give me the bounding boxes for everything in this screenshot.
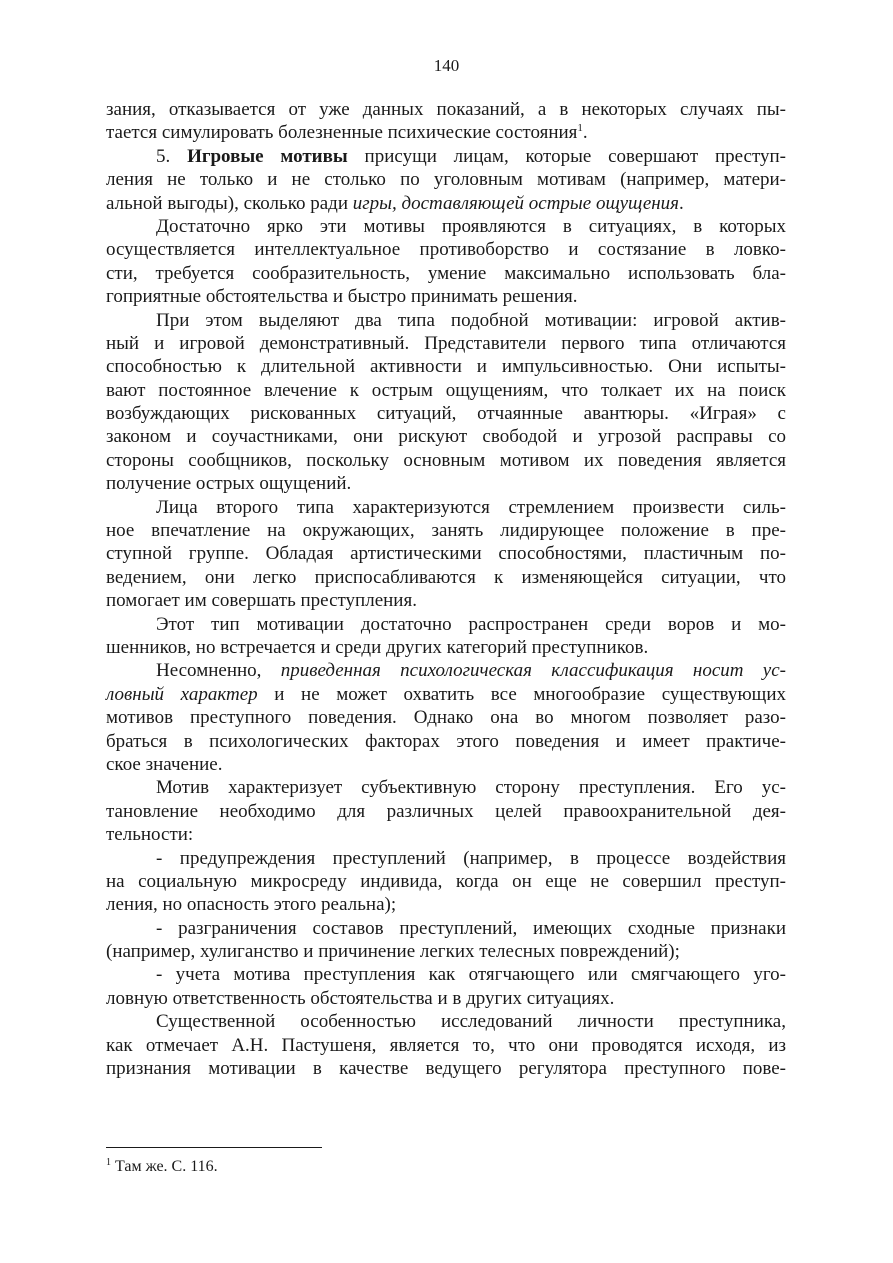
text-line: осуществляется интеллектуальное противоборство и состязание в ловко- [106,239,786,261]
footnote-reference: 1 [577,122,583,135]
body-text [106,98,786,1080]
text-line [106,145,786,168]
text-fragment: присущи лицам, которые совершают преступ- [347,145,786,167]
list-item-line: - разграничения составов преступлений, имеющих сходные признаки [156,917,786,939]
list-item-line: - предупреждения преступлений (например, в процессе воздействия [156,847,786,869]
italic-phrase: ловный характер [106,683,258,705]
text-line: браться в психологических факторах этого поведения и имеет практиче- [106,730,786,752]
text-line: (например, хулиганство и причинение легких телесных повреждений); [106,941,680,963]
text-line: ское значение. [106,753,223,775]
text-line: шенников, но встречается и среди других категорий преступников. [106,636,649,658]
italic-phrase: приведенная психологическая классификация носит ус- [280,660,786,682]
text-line: законом и соучастниками, они рискуют свободой и угрозой расправы со [106,426,786,448]
footnote-divider [106,1147,322,1148]
text-line: Лица второго типа характеризуются стремлением произвести силь- [156,496,786,518]
text-line: сти, требуется сообразительность, умение максимально использовать бла- [106,262,786,284]
italic-phrase: игры, доставляющей острые ощущения [352,192,680,214]
text-line: гоприятные обстоятельства и быстро принимать решения. [106,286,578,308]
text-line: При этом выделяют два типа подобной мотивации: игровой актив- [156,309,786,331]
text-line: зания, отказывается от уже данных показаний, а в некоторых случаях пы- [106,99,786,120]
text-line [106,121,786,144]
text-fragment: тается симулировать болезненные психические состояния [106,122,578,144]
bold-term: Игровые мотивы [187,145,348,167]
footnote-text: Там же. С. 116. [111,1158,218,1175]
text-fragment: 5. [156,145,188,167]
text-line: ления не только и не столько по уголовным мотивам (например, матери- [106,169,786,191]
text-line: ный и игровой демонстративный. Представители первого типа отличаются [106,332,786,354]
text-line [106,683,786,706]
text-line: ное впечатление на окружающих, занять лидирующее положение в пре- [106,520,786,542]
text-fragment: . [582,122,588,144]
text-fragment: и не может охватить все многообразие существующих [257,683,786,705]
text-line [106,659,786,682]
footnote [106,1158,218,1176]
text-line: ведением, они легко приспосабливаются к изменяющейся ситуации, что [106,566,786,588]
text-line: ступной группе. Обладая артистическими способностями, пластичным по- [106,543,786,565]
text-line: Достаточно ярко эти мотивы проявляются в ситуациях, в которых [156,215,786,237]
text-fragment: . [679,192,684,214]
page-number: 140 [433,56,460,75]
text-line: признания мотивации в качестве ведущего регулятора преступного пове- [106,1058,786,1080]
text-fragment: Несомненно, [156,660,281,682]
list-item-line: - учета мотива преступления как отягчающего или смягчающего уго- [156,964,786,986]
text-line: Мотив характеризует субъективную сторону преступления. Его ус- [156,777,786,799]
text-line: Этот тип мотивации достаточно распространен среди воров и мо- [156,613,786,635]
text-line: способностью к длительной активности и импульсивностью. Они испыты- [106,356,786,378]
text-line: вают постоянное влечение к острым ощущениям, что толкает их на поиск [106,379,786,401]
text-line: ловную ответственность обстоятельства и в других ситуациях. [106,987,615,1009]
text-line: помогает им совершать преступления. [106,590,417,612]
text-line: ления, но опасность этого реальна); [106,894,397,916]
text-line: возбуждающих рискованных ситуаций, отчаянные авантюры. «Играя» с [106,403,786,425]
text-line: как отмечает А.Н. Пастушеня, является то, что они проводятся исходя, из [106,1034,786,1056]
text-line: тельности: [106,824,194,846]
text-line: Существенной особенностью исследований личности преступника, [156,1011,786,1033]
text-line: на социальную микросреду индивида, когда он еще не совершил преступ- [106,870,786,892]
text-line: получение острых ощущений. [106,473,352,495]
footnote-marker: 1 [106,1157,111,1168]
text-line: стороны сообщников, поскольку основным мотивом их поведения является [106,449,786,471]
text-fragment: альной выгоды), сколько ради [106,192,353,214]
text-line: мотивов преступного поведения. Однако она во многом позволяет разо- [106,707,786,729]
text-line [106,192,786,215]
text-line: тановление необходимо для различных целей правоохранительной дея- [106,800,786,822]
